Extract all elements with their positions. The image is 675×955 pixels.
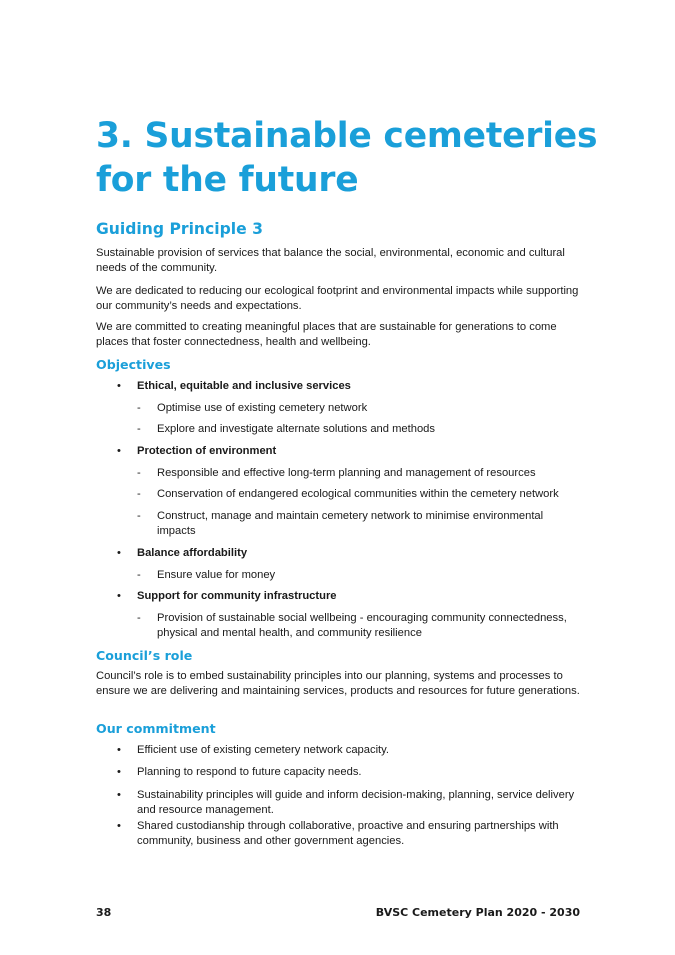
- objective-item-text: Optimise use of existing cemetery network: [157, 402, 368, 414]
- objectives-heading: Objectives: [96, 357, 171, 372]
- page-title-line-2: for the future: [96, 160, 359, 200]
- councils-role-paragraph: Council’s role is to embed sustainability principles into our planning, systems and processes to ensure we are delivering and maintaining services, products and resources for future generations.: [96, 670, 580, 698]
- principle-paragraph-1: Sustainable provision of services that balance the social, environmental, economic and cultural needs of the community.: [96, 247, 565, 275]
- bullet-icon: •: [117, 744, 121, 756]
- commitment-item-text: Planning to respond to future capacity needs.: [137, 766, 362, 778]
- page-title-line-1: 3. Sustainable cemeteries: [96, 116, 598, 156]
- bullet-icon: •: [117, 445, 121, 457]
- page-title: [96, 114, 616, 202]
- objective-item-text: Construct, manage and maintain cemetery network to minimise environmental impacts: [157, 510, 544, 538]
- objective-group-label: Balance affordability: [137, 547, 248, 559]
- guiding-principle-heading: Guiding Principle 3: [96, 220, 263, 238]
- objective-group-label: Protection of environment: [137, 445, 277, 457]
- commitment-item-text: Shared custodianship through collaborative, proactive and ensuring partnerships with community, business and other government agencies.: [137, 820, 559, 848]
- dash-icon: -: [137, 569, 141, 581]
- objective-item-text: Provision of sustainable social wellbeing - encouraging community connectedness, physical and mental health, and community resilience: [157, 612, 567, 640]
- document-title-footer: BVSC Cemetery Plan 2020 - 2030: [375, 906, 580, 919]
- dash-icon: -: [137, 488, 141, 500]
- dash-icon: -: [137, 423, 141, 435]
- objective-item-text: Conservation of endangered ecological communities within the cemetery network: [157, 488, 559, 500]
- bullet-icon: •: [117, 789, 121, 801]
- dash-icon: -: [137, 510, 141, 522]
- principle-paragraph-3: We are committed to creating meaningful places that are sustainable for generations to come places that foster connectedness, health and wellbeing.: [96, 321, 557, 349]
- objective-group-label: Ethical, equitable and inclusive services: [137, 380, 351, 392]
- bullet-icon: •: [117, 380, 121, 392]
- principle-paragraph-2: We are dedicated to reducing our ecological footprint and environmental impacts while supporting our community’s needs and expectations.: [96, 285, 579, 313]
- councils-role-heading: Council’s role: [96, 648, 193, 663]
- bullet-icon: •: [117, 590, 121, 602]
- bullet-icon: •: [117, 766, 121, 778]
- objective-item-text: Ensure value for money: [157, 569, 276, 581]
- dash-icon: -: [137, 467, 141, 479]
- bullet-icon: •: [117, 820, 121, 832]
- commitment-heading: Our commitment: [96, 721, 216, 736]
- commitment-item-text: Efficient use of existing cemetery network capacity.: [137, 744, 390, 756]
- dash-icon: -: [137, 612, 141, 624]
- objective-group-label: Support for community infrastructure: [137, 590, 337, 602]
- bullet-icon: •: [117, 547, 121, 559]
- objective-item-text: Responsible and effective long-term planning and management of resources: [157, 467, 536, 479]
- dash-icon: -: [137, 402, 141, 414]
- objective-item-text: Explore and investigate alternate solutions and methods: [157, 423, 435, 435]
- commitment-item-text: Sustainability principles will guide and inform decision-making, planning, service delivery and resource management.: [137, 789, 575, 817]
- page-number: 38: [96, 906, 112, 919]
